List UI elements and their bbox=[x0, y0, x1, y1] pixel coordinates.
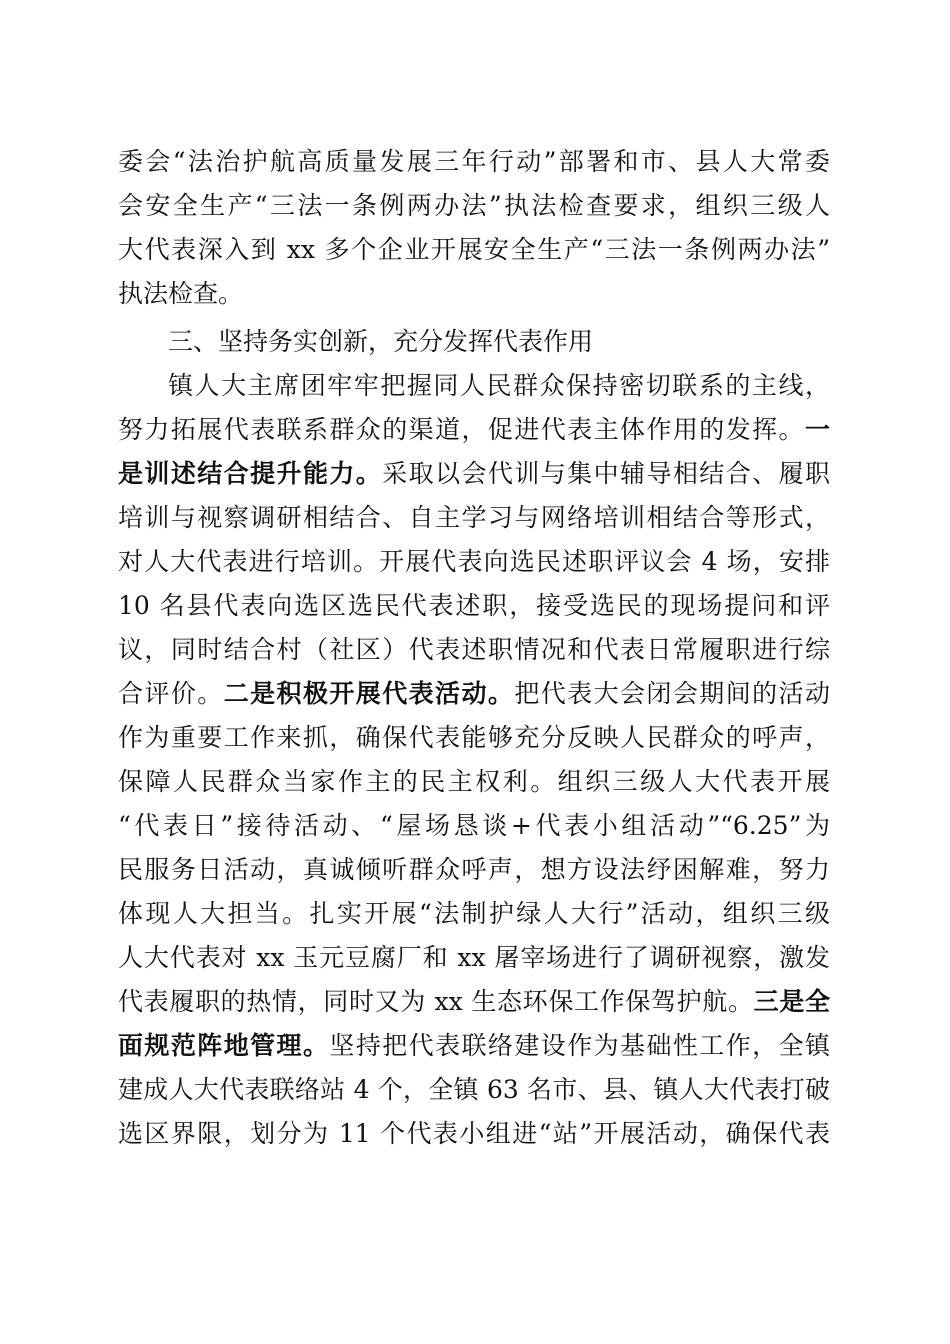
bold-lead: 面规范阵地管理。 bbox=[118, 1031, 330, 1060]
text-line: 合评价。二是积极开展代表活动。把代表大会闭会期间的活动 bbox=[118, 679, 830, 708]
text-line: 镇人大主席团牢牢把握同人民群众保持密切联系的主线， bbox=[168, 371, 830, 400]
text-line: 代表履职的热情，同时又为 xx 生态环保工作保驾护航。三是全 bbox=[118, 987, 830, 1016]
text-line: 面规范阵地管理。坚持把代表联络建设作为基础性工作，全镇 bbox=[118, 1031, 830, 1060]
text-line: 体现人大担当。扎实开展“法制护绿人大行”活动，组织三级 bbox=[118, 899, 830, 928]
text-line: 会安全生产“三法一条例两办法”执法检查要求，组织三级人 bbox=[118, 191, 830, 220]
text-line: 保障人民群众当家作主的民主权利。组织三级人大代表开展 bbox=[118, 767, 830, 796]
text-line: 选区界限，划分为 11 个代表小组进“站”开展活动，确保代表 bbox=[118, 1119, 830, 1148]
bold-lead: 二是积极开展代表活动。 bbox=[223, 679, 515, 708]
text-line: 委会“法治护航高质量发展三年行动”部署和市、县人大常委 bbox=[118, 147, 830, 176]
bold-lead: 一 bbox=[804, 415, 830, 444]
text-line: 10 名县代表向选区选民代表述职，接受选民的现场提问和评 bbox=[118, 591, 830, 620]
text-line: 培训与视察调研相结合、自主学习与网络培训相结合等形式， bbox=[118, 503, 830, 532]
text-line: “代表日”接待活动、“屋场恳谈+代表小组活动”“6.25”为 bbox=[118, 811, 830, 840]
text-line: 大代表深入到 xx 多个企业开展安全生产“三法一条例两办法” bbox=[118, 235, 830, 264]
text-line: 议，同时结合村（社区）代表述职情况和代表日常履职进行综 bbox=[118, 635, 830, 664]
text-line: 执法检查。 bbox=[118, 279, 244, 308]
text-line: 人大代表对 xx 玉元豆腐厂和 xx 屠宰场进行了调研视察，激发 bbox=[118, 943, 830, 972]
text-line: 建成人大代表联络站 4 个，全镇 63 名市、县、镇人大代表打破 bbox=[118, 1075, 830, 1104]
text-line: 对人大代表进行培训。开展代表向选民述职评议会 4 场，安排 bbox=[118, 547, 830, 576]
bold-lead: 三是全 bbox=[753, 987, 830, 1016]
text-line: 是训述结合提升能力。采取以会代训与集中辅导相结合、履职 bbox=[118, 459, 830, 488]
bold-lead: 是训述结合提升能力。 bbox=[118, 459, 383, 488]
text-line: 作为重要工作来抓，确保代表能够充分反映人民群众的呼声， bbox=[118, 723, 830, 752]
section-heading: 三、坚持务实创新，充分发挥代表作用 bbox=[168, 327, 594, 356]
text-line: 努力拓展代表联系群众的渠道，促进代表主体作用的发挥。一 bbox=[118, 415, 830, 444]
text-line: 民服务日活动，真诚倾听群众呼声，想方设法纾困解难，努力 bbox=[118, 855, 830, 884]
